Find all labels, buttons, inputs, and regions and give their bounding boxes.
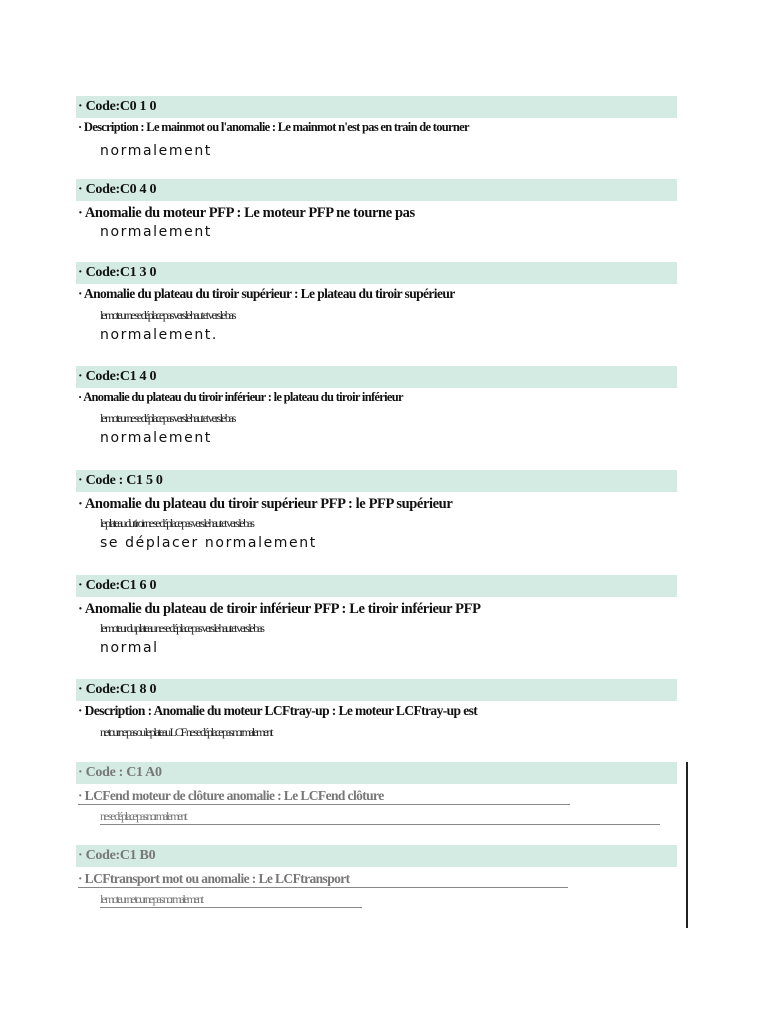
description-line: · Anomalie du plateau du tiroir supérieur PFP : le PFP supérieur (78, 496, 453, 512)
entry-c150 (76, 470, 677, 551)
entry-c160 (76, 575, 677, 656)
code-header: · Code:C0 1 0 (76, 96, 677, 118)
description-line: · Description : Le mainmot ou l'anomalie : Le mainmot n'est pas en train de tourner (78, 120, 469, 134)
compressed-line: le moteur ne se déplace pas vers le haut et vers le bas (100, 308, 235, 322)
compressed-text: le moteur ne tourne pas normalement (100, 892, 362, 908)
continuation-word: se déplacer normalement (100, 535, 317, 551)
description-line: · Anomalie du moteur PFP : Le moteur PFP ne tourne pas (78, 205, 415, 221)
code-header (76, 845, 677, 867)
entry-c130 (76, 262, 677, 343)
code-header: · Code:C1 6 0 (76, 575, 677, 597)
compressed-line (100, 809, 660, 825)
code-header: · Code:C1 8 0 (76, 679, 677, 701)
entry-c140 (76, 366, 677, 446)
code-header: · Code:C1 3 0 (76, 262, 677, 284)
compressed-line (100, 892, 660, 908)
description-text: · LCFend moteur de clôture anomalie : Le LCFend clôture (78, 788, 570, 805)
entry-c040 (76, 179, 677, 240)
compressed-text: ne se déplace pas normalement (100, 809, 660, 825)
continuation-word: normal (100, 640, 159, 656)
code-text: · Code : C1 A0 (78, 762, 174, 784)
description-line (76, 788, 677, 805)
description-line: · Description : Anomalie du moteur LCFtray-up : Le moteur LCFtray-up est (78, 703, 478, 718)
compressed-line: le moteur du plateau ne se déplace pas vers le haut et vers le bas (100, 621, 263, 635)
description-text: · LCFtransport mot ou anomalie : Le LCFtransport (78, 871, 568, 888)
continuation-word: normalement (100, 430, 212, 446)
code-header: · Code:C0 4 0 (76, 179, 677, 201)
description-line: · Anomalie du plateau du tiroir inférieur : le plateau du tiroir inférieur (78, 390, 403, 404)
continuation-word: normalement. (100, 327, 218, 343)
code-header: · Code:C1 4 0 (76, 366, 677, 388)
entry-c180 (76, 679, 677, 740)
description-line: · Anomalie du plateau de tiroir inférieur PFP : Le tiroir inférieur PFP (78, 601, 481, 617)
entry-c010 (76, 96, 677, 159)
entry-c1b0 (76, 845, 677, 908)
code-header (76, 762, 677, 784)
compressed-line: le plateau du tiroir ne se déplace pas vers le haut et vers le bas (100, 516, 253, 530)
code-text: · Code:C1 B0 (78, 845, 185, 867)
entry-c1a0 (76, 762, 677, 825)
continuation-word: normalement (100, 143, 212, 159)
compressed-line: ne tourne pas ou le plateau LCF ne se déplace pas normalement (100, 725, 272, 739)
continuation-word: normalement (100, 224, 212, 240)
code-header: · Code : C1 5 0 (76, 470, 677, 492)
change-bar (686, 762, 688, 928)
description-line: · Anomalie du plateau du tiroir supérieur : Le plateau du tiroir supérieur (78, 286, 455, 301)
description-line (76, 871, 677, 888)
compressed-line: le moteur ne se déplace pas vers le haut et vers le bas (100, 411, 235, 425)
